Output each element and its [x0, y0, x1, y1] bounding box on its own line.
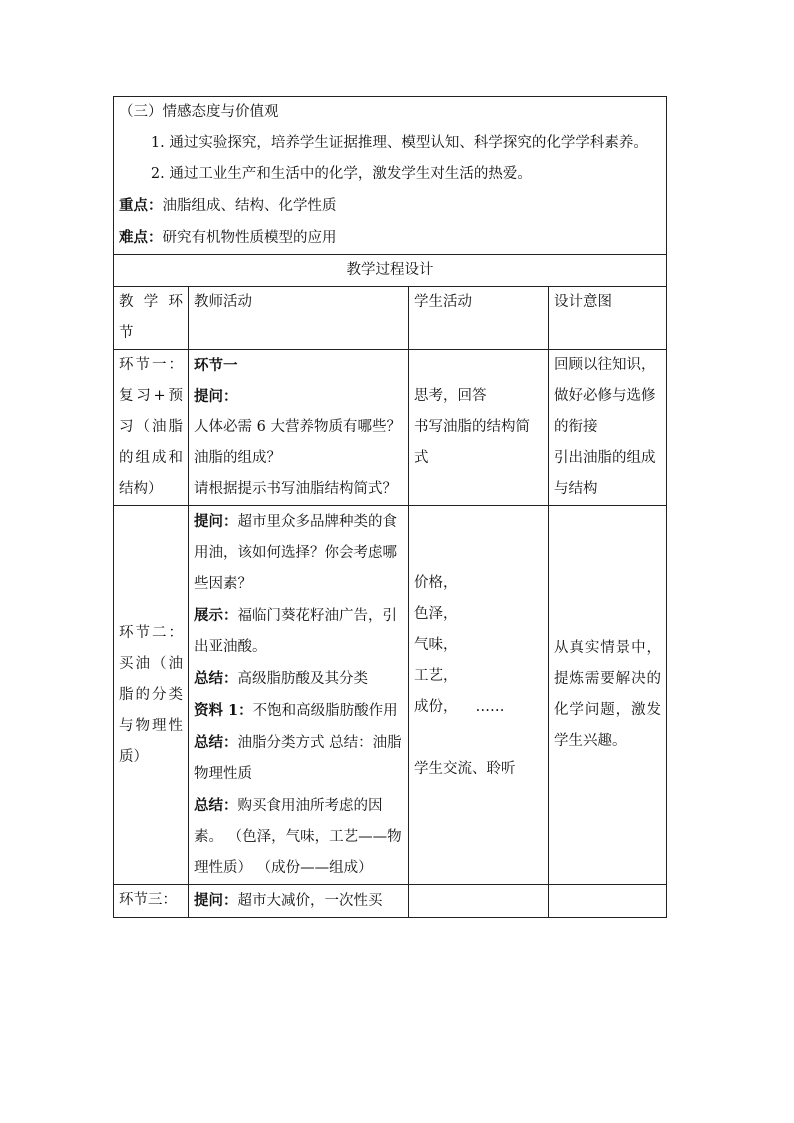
- stage-2-show: [194, 600, 403, 663]
- objectives-section-title: （三）情感态度与价值观: [119, 104, 279, 120]
- blank-line: [414, 506, 543, 537]
- objective-item-2: 2. 通过工业生产和生活中的化学，激发学生对生活的热爱。: [150, 166, 532, 182]
- stage-3-name: 环节三：: [114, 885, 189, 918]
- stage-2-show-text: 福临门葵花籽油广告，引出亚油酸。: [194, 608, 397, 655]
- objective-item-1: 1. 通过实验探究，培养学生证据推理、模型认知、科学探究的化学学科素养。: [150, 135, 648, 151]
- stage-2-summary-2-label: 总结：: [194, 734, 238, 751]
- stage-2-ask-label: 提问：: [194, 513, 238, 530]
- stage-2-data-label: 资料 1：: [194, 702, 253, 719]
- stage-1-name: 环节一：复习+预习（油脂的组成和结构）: [114, 350, 189, 506]
- stage-1-question-text: 人体必需 6 大营养物质有哪些？ 油脂的组成？: [194, 419, 401, 466]
- stage-2-show-label: 展示：: [194, 607, 238, 624]
- stage-1-intent: [549, 350, 667, 506]
- stage-3-student: [409, 885, 549, 918]
- stage-row-3: [114, 885, 667, 918]
- stage-2-ask-text: 超市里众多品牌种类的食用油，该如何选择？你会考虑哪些因素？: [194, 514, 397, 592]
- stage-2-summary-2-text: 油脂分类方式 总结：油脂物理性质: [194, 735, 402, 782]
- student-item-color: 色泽，: [414, 606, 458, 622]
- blank-line: [414, 723, 543, 754]
- header-teacher: 教师活动: [189, 287, 409, 350]
- stage-3-intent: [549, 885, 667, 918]
- stage-2-name: 环节二：买油（油脂的分类与物理性质）: [114, 506, 189, 885]
- stage-row-2: [114, 506, 667, 885]
- stage-2-summary-1: [194, 663, 403, 695]
- stage-1-teacher: [189, 350, 409, 506]
- stage-1-question-label: 提问：: [194, 388, 238, 405]
- stage-2-summary-3-text: 购买食用油所考虑的因素。 （色泽，气味，工艺——物理性质） （成份——组成）: [194, 798, 402, 876]
- key-points-text: 油脂组成、结构、化学性质: [162, 198, 337, 214]
- key-points-label: 重点：: [119, 197, 163, 214]
- student-item-process: 工艺，: [414, 668, 458, 684]
- stage-2-intent: 从真实情景中，提炼需要解决的化学问题，激发学生兴趣。: [549, 506, 667, 885]
- stage-2-summary-1-label: 总结：: [194, 670, 238, 687]
- difficulties-text: 研究有机物性质模型的应用: [162, 230, 337, 246]
- stage-2-summary-1-text: 高级脂肪酸及其分类: [237, 671, 368, 687]
- difficulties: [119, 222, 661, 254]
- stage-row-1: [114, 350, 667, 506]
- header-row: [114, 287, 667, 350]
- stage-1-teacher-heading: 环节一: [194, 357, 238, 374]
- stage-2-data-text: 不饱和高级脂肪酸作用: [252, 703, 398, 719]
- stage-1-student: [409, 350, 549, 506]
- stage-2-teacher: [189, 506, 409, 885]
- stage-3-teacher: [189, 885, 409, 918]
- stage-1-student-line-1: 思考，回答: [414, 388, 487, 404]
- stage-2-student: [409, 506, 549, 885]
- stage-2-summary-3-label: 总结：: [194, 797, 238, 814]
- stage-3-ask-text: 超市大减价，一次性买: [237, 893, 383, 909]
- process-title: 教学过程设计: [114, 255, 667, 287]
- blank-line: [414, 537, 543, 568]
- student-item-price: 价格，: [414, 575, 458, 591]
- stage-2-ask: [194, 506, 403, 600]
- blank-line: [414, 350, 543, 381]
- header-intent: 设计意图: [549, 287, 667, 350]
- stage-1-question-text-2: 请根据提示书写油脂结构简式？: [194, 481, 397, 497]
- student-item-smell: 气味，: [414, 637, 458, 653]
- stage-2-data: [194, 695, 403, 790]
- key-points: [119, 190, 661, 222]
- student-exchange: 学生交流、聆听: [414, 761, 516, 777]
- lesson-plan-table: [113, 96, 667, 918]
- student-item-ingredients-text: 成份，: [414, 699, 458, 715]
- header-student: 学生活动: [409, 287, 549, 350]
- stage-2-summary-3: [194, 790, 403, 884]
- process-title-row: [114, 255, 667, 287]
- objectives-row: [114, 97, 667, 255]
- objectives-cell: [114, 97, 667, 255]
- stage-3-ask-label: 提问：: [194, 892, 238, 909]
- stage-1-intent-text: 回顾以往知识，做好必修与选修的衔接: [554, 357, 656, 435]
- lesson-plan-page: [113, 96, 666, 918]
- student-ellipsis: ……: [475, 699, 505, 715]
- stage-1-intent-text-2: 引出油脂的组成与结构: [554, 450, 656, 497]
- stage-1-student-line-2: 书写油脂的结构简式: [414, 419, 530, 466]
- student-item-ingredients: [414, 692, 543, 723]
- difficulties-label: 难点：: [119, 229, 163, 246]
- header-stage: 教 学 环 节: [114, 287, 189, 350]
